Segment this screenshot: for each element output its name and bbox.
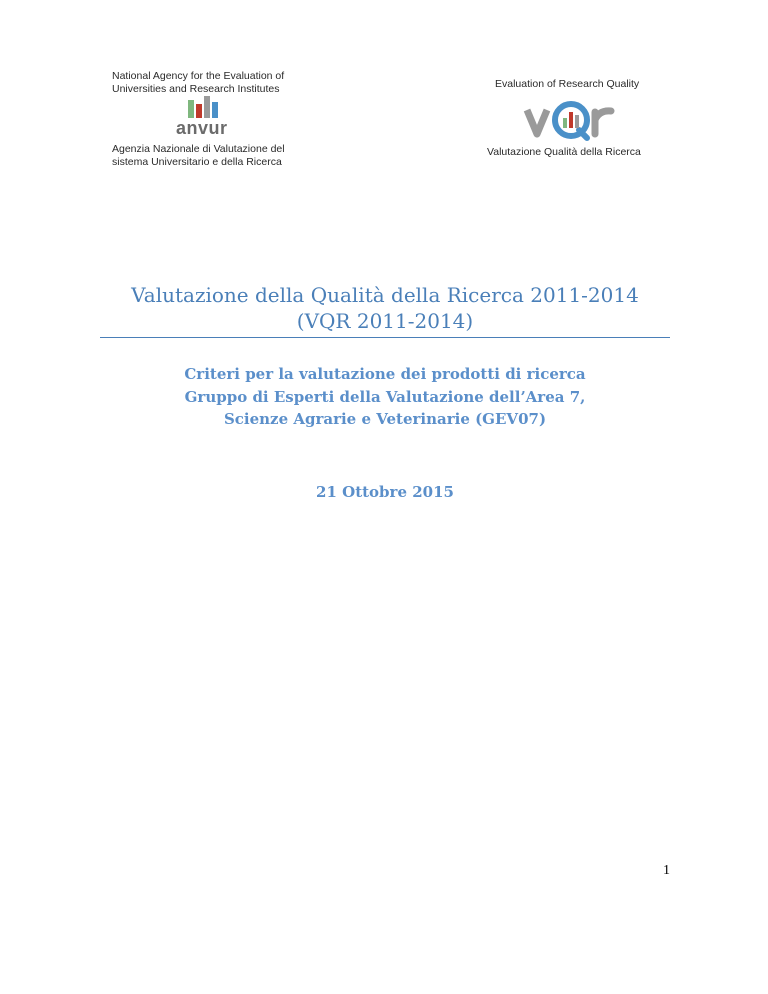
document-date: 21 Ottobre 2015: [316, 483, 454, 501]
vqr-italian-name: Valutazione Qualità della Ricerca: [487, 146, 641, 158]
vqr-english-name: Evaluation of Research Quality: [495, 78, 640, 90]
anvur-wordmark: anvur: [176, 118, 228, 138]
page-number: 1: [663, 863, 670, 878]
subtitle-line-2: Gruppo di Esperti della Valutazione dell’Area 7,: [184, 387, 586, 406]
anvur-line-4: sistema Universitario e della Ricerca: [112, 156, 282, 168]
vqr-wordmark-icon: [523, 96, 618, 142]
anvur-english-name: [112, 70, 312, 96]
anvur-line-3: Agenzia Nazionale di Valutazione del: [112, 143, 285, 155]
vqr-logo: [485, 78, 665, 160]
document-subtitle: [100, 363, 670, 431]
anvur-line-1: National Agency for the Evaluation of: [112, 70, 285, 82]
anvur-italian-name: [112, 143, 312, 169]
document-title: [100, 282, 670, 334]
subtitle-line-1: Criteri per la valutazione dei prodotti di ricerca: [184, 365, 586, 383]
title-underline: [100, 337, 670, 338]
title-line-2: (VQR 2011-2014): [296, 309, 474, 333]
anvur-logo: [112, 70, 312, 170]
anvur-line-2: Universities and Research Institutes: [112, 83, 280, 95]
subtitle-line-3: Scienze Agrarie e Veterinarie (GEV07): [223, 410, 547, 428]
title-line-1: Valutazione della Qualità della Ricerca 2011-2014: [131, 283, 639, 307]
